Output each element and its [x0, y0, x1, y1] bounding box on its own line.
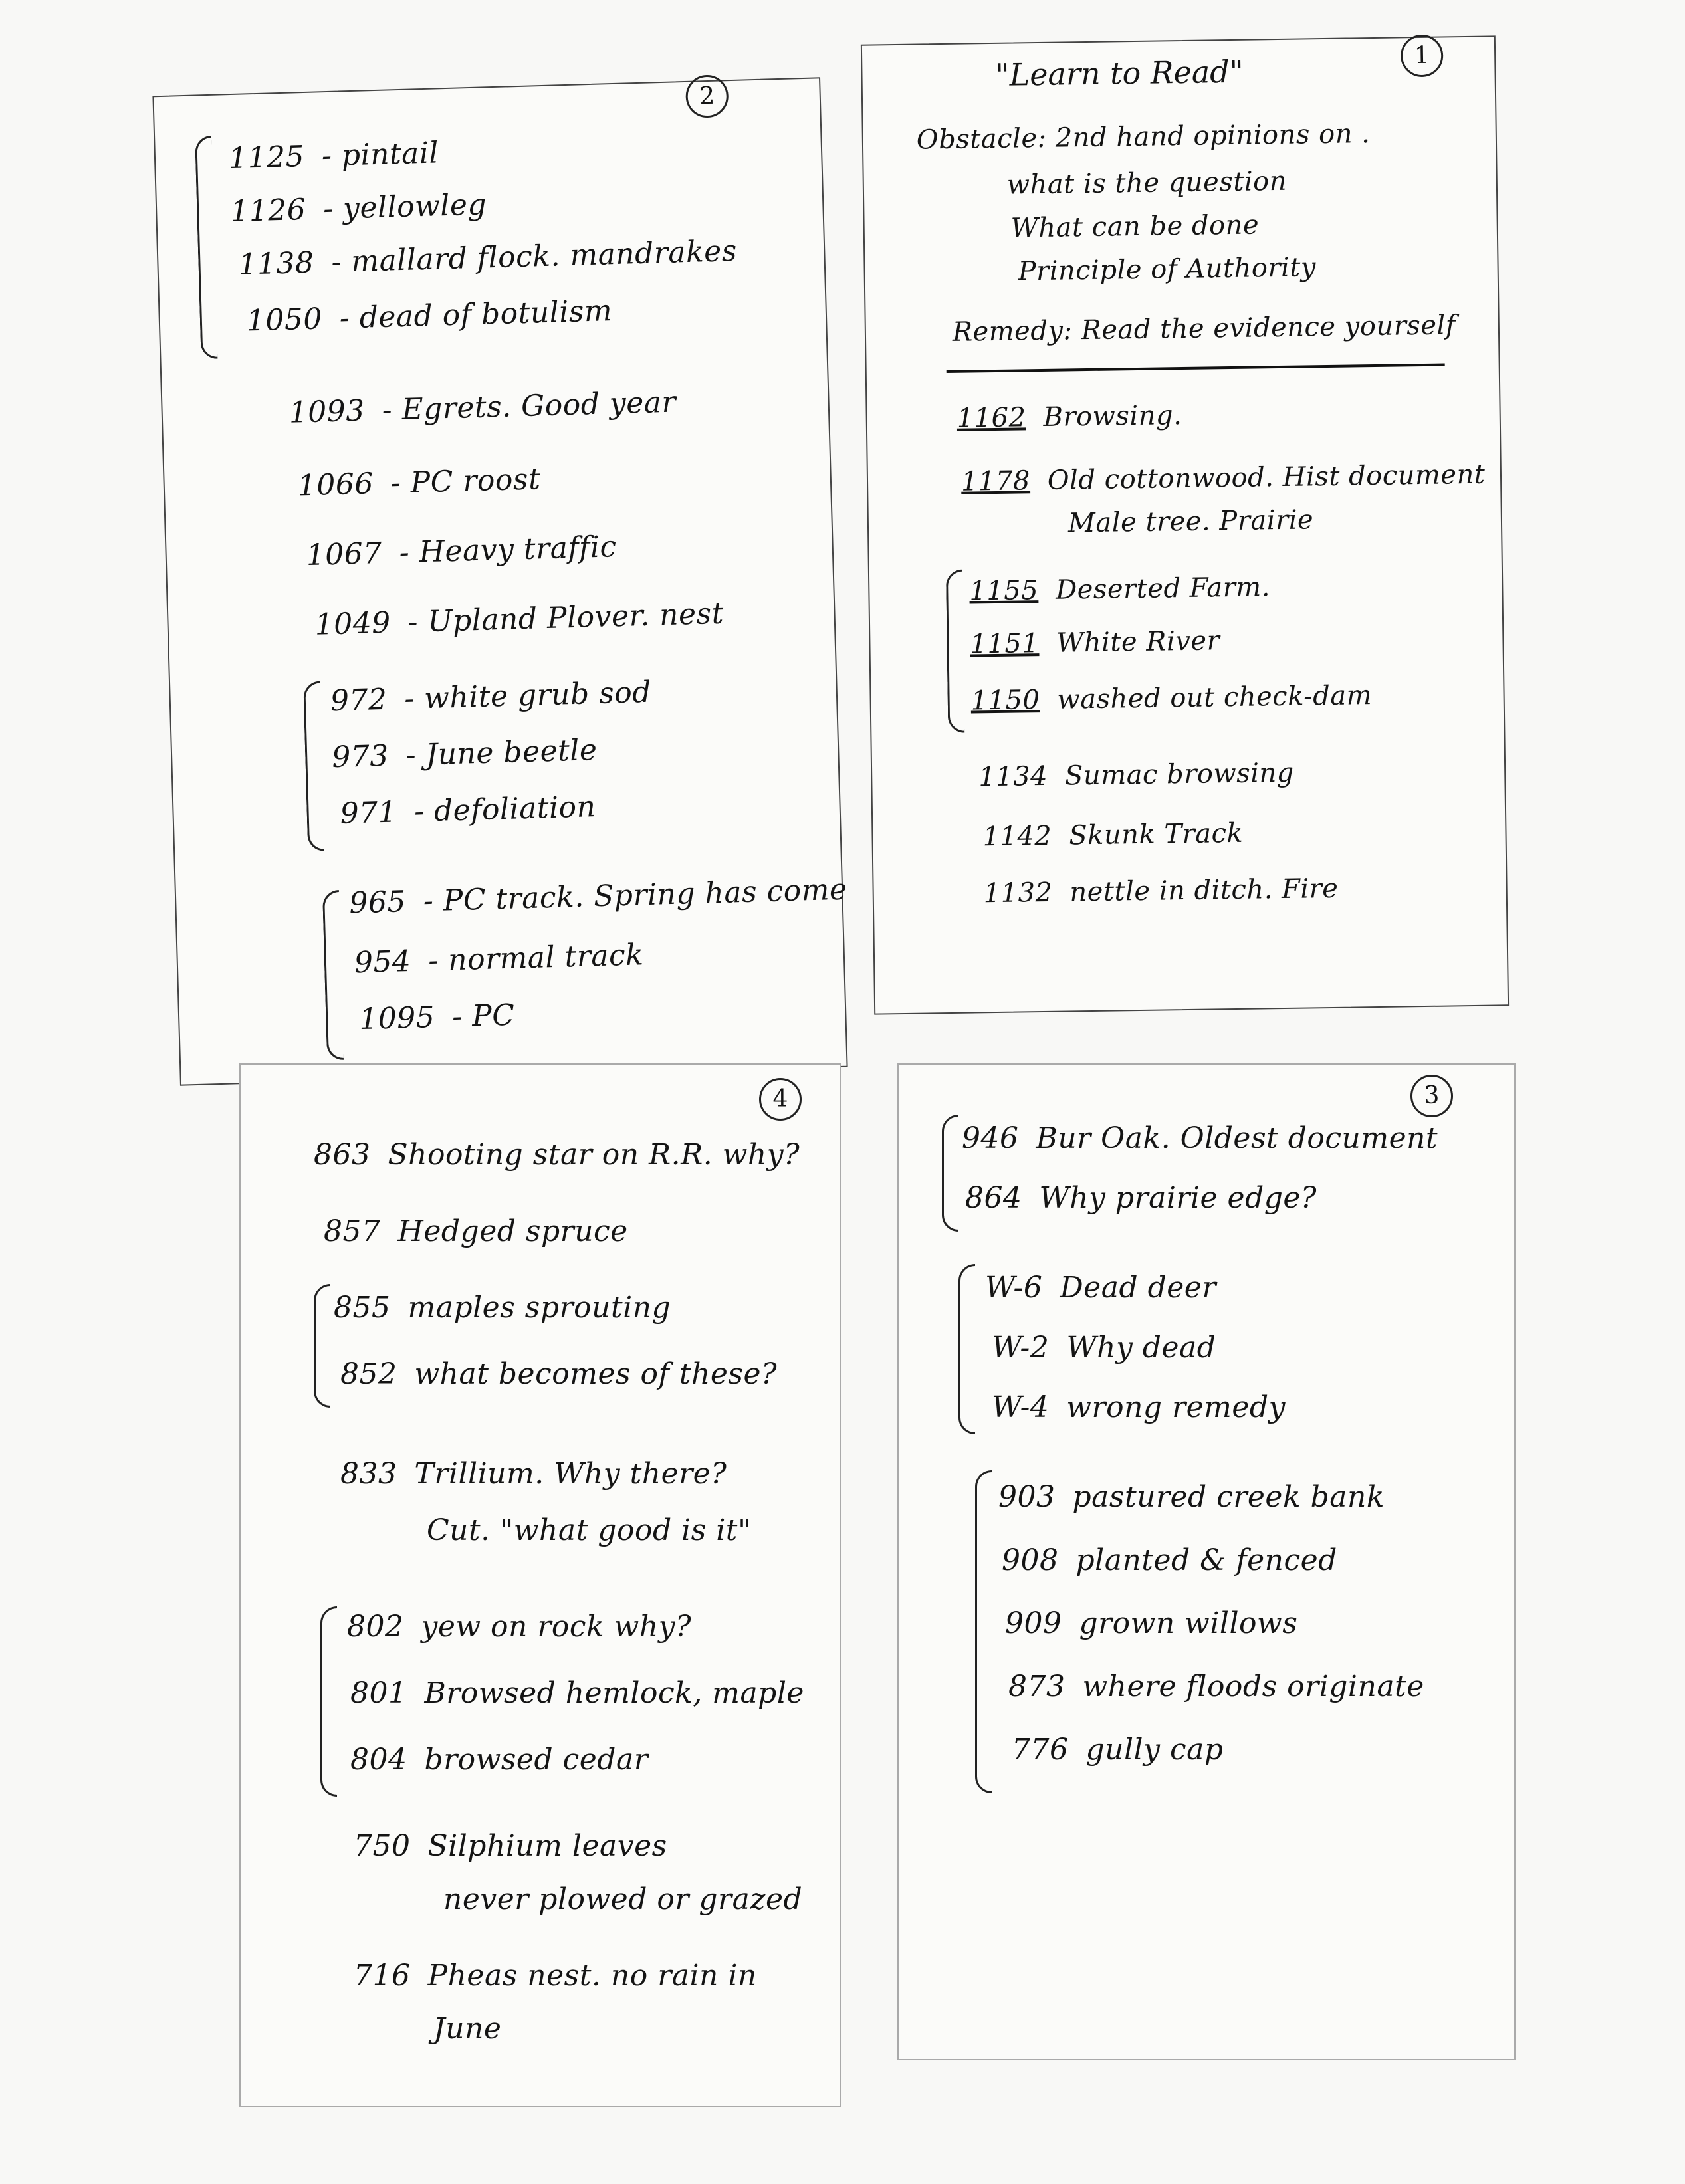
group-brace	[303, 681, 324, 852]
entry-1155: 1155 Deserted Farm.	[969, 572, 1271, 607]
card-number-badge: 2	[685, 74, 729, 118]
entry-863: 863 Shooting star on R.R. why?	[314, 1138, 800, 1172]
entry-833-cont: Cut. "what good is it"	[427, 1513, 752, 1547]
entry-946: 946 Bur Oak. Oldest document	[962, 1121, 1438, 1155]
entry-1151: 1151 White River	[970, 625, 1220, 660]
entry-852: 852 what becomes of these?	[340, 1357, 778, 1391]
group-brace	[195, 136, 217, 360]
note-card-1	[861, 35, 1509, 1014]
entry-833: 833 Trillium. Why there?	[340, 1457, 727, 1491]
entry-864: 864 Why prairie edge?	[965, 1181, 1317, 1215]
entry-971: 971 - defoliation	[339, 790, 597, 831]
entry-716-cont: June	[433, 2012, 502, 2046]
entry-855: 855 maples sprouting	[334, 1291, 671, 1325]
entry-1050: 1050 - dead of botulism	[246, 294, 613, 338]
note-card-2	[152, 77, 847, 1085]
entry-1142: 1142 Skunk Track	[982, 818, 1244, 853]
group-brace	[320, 1606, 337, 1797]
entry-972: 972 - white grub sod	[330, 675, 652, 718]
entry-1178: 1178 Old cottonwood. Hist document	[960, 459, 1486, 497]
entry-1138: 1138 - mallard flock. mandrakes	[237, 233, 738, 282]
entry-1132: 1132 nettle in ditch. Fire	[983, 873, 1339, 909]
entry-1126: 1126 - yellowleg	[229, 187, 487, 229]
entry-750: 750 Silphium leaves	[354, 1829, 667, 1863]
group-brace	[946, 570, 964, 733]
obstacle-line: what is the question	[1006, 165, 1288, 201]
obstacle-line: Obstacle: 2nd hand opinions on .	[916, 118, 1371, 156]
note-card-3	[897, 1063, 1516, 2060]
entry-1093: 1093 - Egrets. Good year	[288, 385, 677, 430]
entry-716: 716 Pheas nest. no rain in	[354, 1959, 757, 1993]
entry-1150: 1150 washed out check-dam	[970, 680, 1373, 716]
entry-802: 802 yew on rock why?	[347, 1610, 692, 1644]
entry-w2: W-2 Why dead	[992, 1331, 1216, 1365]
entry-965: 965 - PC track. Spring has come	[348, 872, 848, 921]
entry-954: 954 - normal track	[354, 938, 644, 980]
entry-1125: 1125 - pintail	[228, 136, 439, 176]
entry-1066: 1066 - PC roost	[297, 462, 541, 503]
entry-750-cont: never plowed or grazed	[443, 1882, 803, 1916]
entry-776: 776 gully cap	[1012, 1733, 1224, 1767]
entry-1162: 1162 Browsing.	[956, 400, 1182, 434]
entry-w4: W-4 wrong remedy	[992, 1390, 1286, 1424]
card-number-badge: 4	[759, 1078, 802, 1121]
remedy-line: Remedy: Read the evidence yourself	[952, 310, 1456, 348]
note-card-4	[239, 1063, 841, 2107]
group-brace	[958, 1264, 975, 1434]
entry-1134: 1134 Sumac browsing	[978, 757, 1295, 793]
card-title: "Learn to Read"	[995, 53, 1244, 93]
group-brace	[322, 890, 344, 1061]
card-number-badge: 1	[1401, 35, 1444, 78]
entry-801: 801 Browsed hemlock, maple	[350, 1676, 804, 1710]
card-number-badge: 3	[1410, 1075, 1453, 1117]
entry-908: 908 planted & fenced	[1002, 1543, 1337, 1577]
entry-804: 804 browsed cedar	[350, 1743, 649, 1777]
entry-909: 909 grown willows	[1005, 1606, 1298, 1640]
group-brace	[942, 1115, 958, 1232]
group-brace	[314, 1284, 330, 1408]
obstacle-line: What can be done	[1010, 209, 1260, 244]
entry-1067: 1067 - Heavy traffic	[306, 530, 618, 573]
entry-1095: 1095 - PC	[358, 998, 516, 1037]
entry-857: 857 Hedged spruce	[324, 1214, 628, 1248]
entry-1178-cont: Male tree. Prairie	[1067, 504, 1314, 539]
entry-973: 973 - June beetle	[331, 733, 598, 775]
entry-873: 873 where floods originate	[1008, 1670, 1424, 1703]
entry-903: 903 pastured creek bank	[998, 1480, 1385, 1514]
divider-rule	[947, 364, 1445, 373]
group-brace	[975, 1470, 992, 1793]
obstacle-line: Principle of Authority	[1018, 252, 1317, 287]
entry-1049: 1049 - Upland Plover. nest	[314, 596, 725, 642]
entry-w6: W-6 Dead deer	[985, 1271, 1216, 1305]
